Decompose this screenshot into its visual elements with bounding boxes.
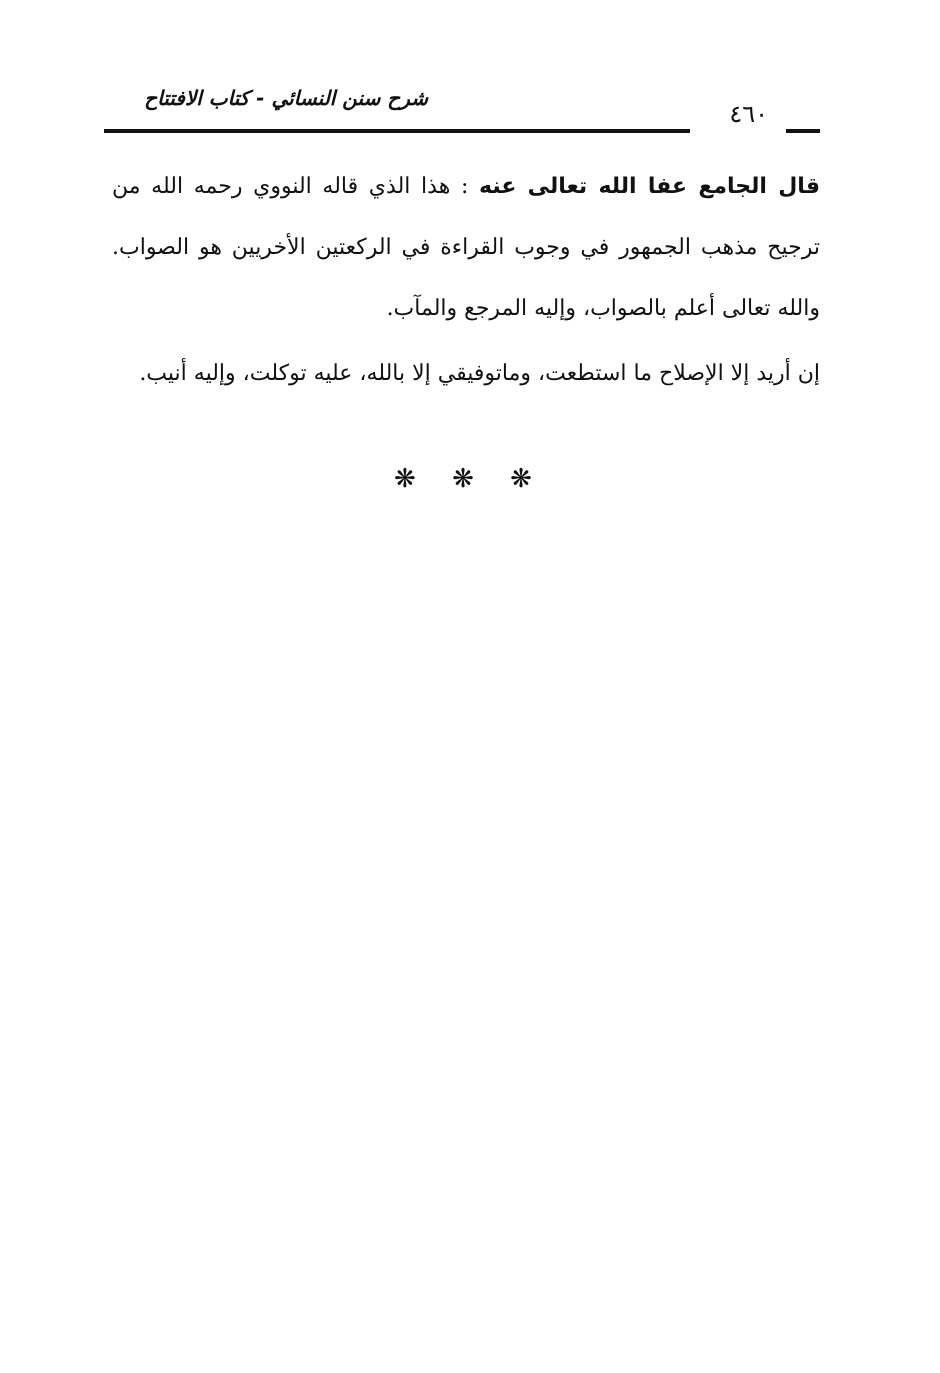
page-header — [92, 78, 820, 138]
paragraph-1-lead: قال الجامع عفا الله تعالى عنه — [479, 174, 820, 199]
paragraph-1-text: : هذا الذي قاله النووي رحمه الله من ترجيح مذهب الجمهور في وجوب القراءة في الركعتين الأخريين هو الصواب. والله تعالى أعلم بالصواب، وإليه المرجع والمآب. — [112, 174, 820, 321]
section-separator: ❋ ❋ ❋ — [394, 464, 546, 494]
page-number: ٤٦٠ — [729, 100, 768, 128]
paragraph-2: إن أريد إلا الإصلاح ما استطعت، وماتوفيقي إلا بالله، عليه توكلت، وإليه أنيب. — [139, 361, 820, 386]
header-rule — [104, 129, 690, 133]
running-title: شرح سنن النسائي - كتاب الافتتاح — [144, 86, 428, 110]
paragraph-1 — [112, 156, 820, 339]
header-rule-short — [786, 129, 820, 133]
body-text — [112, 156, 820, 408]
